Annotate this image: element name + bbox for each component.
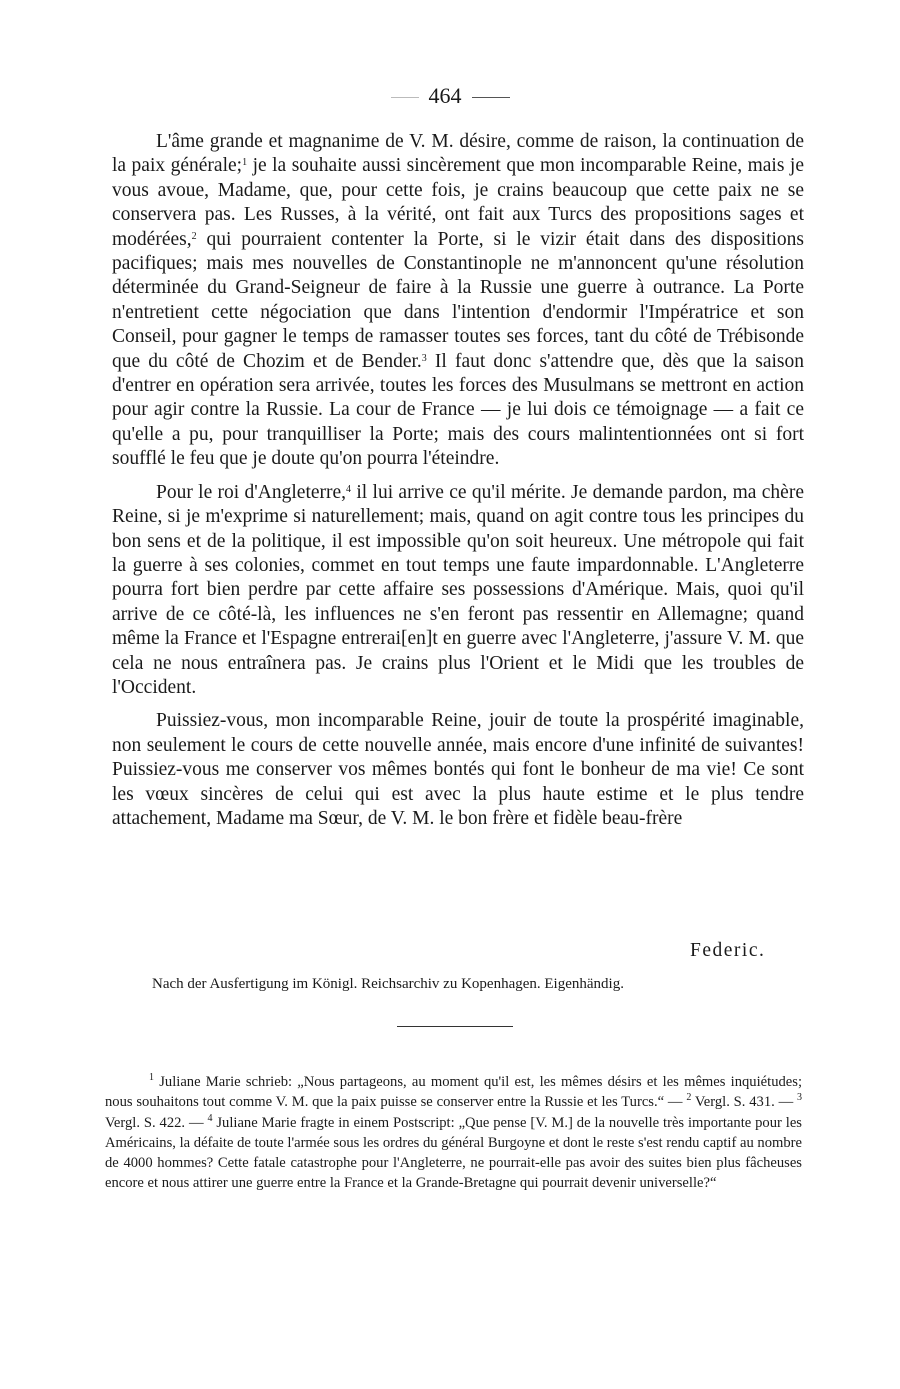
footnote-marker: 2 <box>686 1092 692 1104</box>
text-run: Juliane Marie schrieb: „Nous partageons, au moment qu'il est, les mêmes désirs et les mêmes inquiétudes; nous souhaitons tout comme V. M. que la paix puisse se conserver entre la Russie et les Turcs.“ — <box>105 1074 802 1111</box>
footnote-marker: 2 <box>191 230 197 242</box>
text-run: Vergl. S. 422. — <box>105 1114 208 1131</box>
footnote-marker: 1 <box>242 157 248 169</box>
footnote-marker: 4 <box>346 483 352 495</box>
header-dash-left <box>391 97 419 98</box>
text-run: je la souhaite aussi sincèrement que mon incomparable Reine, mais je vous avoue, Madame, que, pour cette fois, je crains beaucoup que cette paix ne se conservera pas. Les Russes, à la vérité, ont fait aux Turcs des propositions sages et modérées, <box>112 155 804 250</box>
letter-body <box>112 130 804 831</box>
text-run: Vergl. S. 431. — <box>691 1094 797 1111</box>
text-run: il lui arrive ce qu'il mérite. Je demande pardon, ma chère Reine, si je m'exprime si naturellement; mais, quand on agit contre tous les principes du bon sens et de la politique, il est impossible qu'on soit heureux. Une métropole qui fait la guerre à ses colonies, commet en tout temps une faute impardonnable. L'Angleterre pourra fort bien perdre par cette affaire ses possessions d'Amérique. Mais, quoi qu'il arrive de ce côté-là, les influences ne s'en feront pas ressentir en Allemagne; quand même la France et l'Espagne entrerai[en]t en guerre avec l'Angleterre, j'assure V. M. que cela ne nous entraînera pas. Je crains plus l'Orient et le Midi que les troubles de l'Occident. <box>112 481 804 698</box>
text-run: Puissiez-vous, mon incomparable Reine, jouir de toute la prospérité imaginable, non seulement le cours de cette nouvelle année, mais encore d'une infinité de suivantes! Puissiez-vous me conserver vos mêmes bontés qui font le bonheur de ma vie! Ce sont les vœux sincères de celui qui est avec la plus haute estime et le plus tendre attachement, Madame ma Sœur, de V. M. le bon frère et fidèle beau-frère <box>112 710 804 829</box>
text-run: qui pourraient contenter la Porte, si le vizir était dans des dispositions pacifiques; mais mes nouvelles de Constantinople ne m'annoncent qu'une résolution déterminée du Grand-Seigneur de faire à la Russie une guerre à outrance. La Porte n'entretient cette négociation que dans l'intention d'endormir l'Impératrice et son Conseil, pour gagner le temps de ramasser toutes ses forces, tant du côté de Trébisonde que du côté de Chozim et de Bender. <box>112 228 804 372</box>
footnote-marker: 1 <box>149 1072 154 1083</box>
letter-paragraph <box>112 130 804 472</box>
text-run: Il faut donc s'attendre que, dès que la saison d'entrer en opération sera arrivée, toutes les forces des Musulmans se mettront en action pour agir contre la Russie. La cour de France — je lui dois ce témoignage — a fait ce qu'elle a pu, pour tranquilliser la Porte; mais des cours malintentionnées ont si fort soufflé le feu que je doute qu'on pourra l'éteindre. <box>112 350 805 470</box>
footnote-paragraph <box>105 1072 802 1194</box>
footnotes <box>105 1072 802 1194</box>
text-run: L'âme grande et magnanime de V. M. désire, comme de raison, la continuation de la paix générale; <box>112 131 804 177</box>
signature: Federic. <box>690 940 766 961</box>
page-number <box>0 82 900 110</box>
source-note: Nach der Ausfertigung im Königl. Reichsarchiv zu Kopenhagen. Eigenhändig. <box>152 976 624 992</box>
letter-paragraph <box>112 709 804 831</box>
page-number-text: 464 <box>428 83 462 108</box>
footnote-marker: 4 <box>207 1112 213 1124</box>
footnote-marker: 3 <box>796 1092 802 1104</box>
text-run: Pour le roi d'Angleterre, <box>156 481 347 503</box>
header-dash-right <box>472 97 510 98</box>
text-run: Juliane Marie fragte in einem Postscript: „Que pense [V. M.] de la nouvelle très importante pour les Américains, la défaite de toute l'armée sous les ordres du général Burgoyne et dont le reste s'est rendu captif au nombre de 4000 hommes? Cette fatale catastrophe pour l'Angleterre, ne pourrait-elle pas avoir des suites bien plus fâcheuses encore et nous attirer une guerre entre la France et la Grande-Bretagne qui pourrait devenir universelle?“ <box>105 1114 802 1192</box>
footnote-separator <box>397 1026 513 1027</box>
footnote-marker: 3 <box>421 352 427 364</box>
letter-paragraph <box>112 481 804 701</box>
